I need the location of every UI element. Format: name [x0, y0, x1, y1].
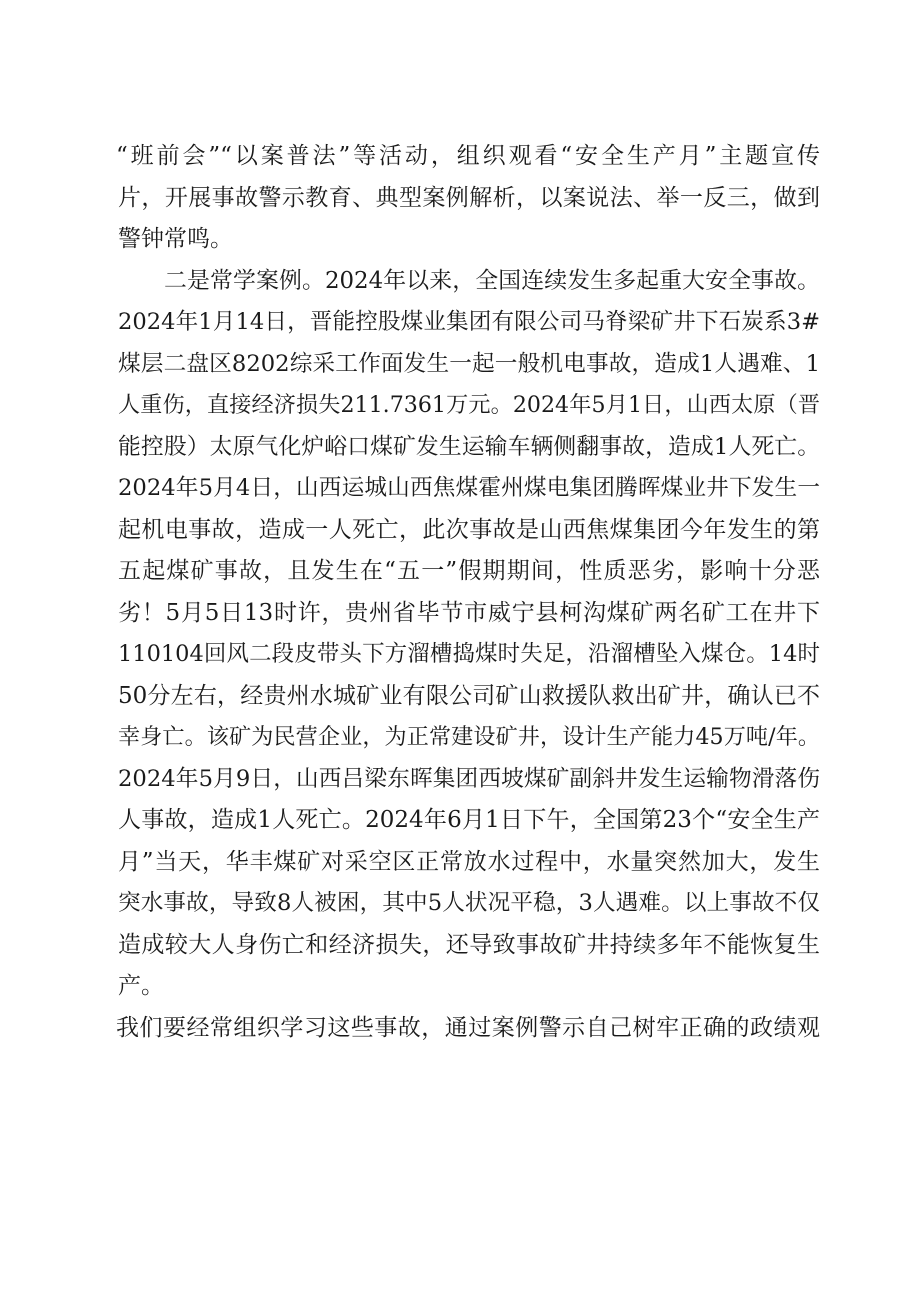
text-line: 片，开展事故警示教育、典型案例解析，以案说法、举一反三，做到: [118, 184, 820, 211]
text-line: 110104回风二段皮带头下方溜槽捣煤时失足，沿溜槽坠入煤仓。14时: [118, 641, 820, 667]
text-line: 人重伤，直接经济损失211.7361万元。2024年5月1日，山西太原（晋: [118, 392, 820, 418]
text-line: “班前会”“以案普法”等活动，组织观看“安全生产月”主题宣传: [116, 143, 820, 169]
paragraph-1: [118, 136, 820, 261]
paragraph-2: [118, 261, 820, 1008]
text-line: 2024年1月14日，晋能控股煤业集团有限公司马脊梁矿井下石炭系3#: [118, 309, 820, 335]
text-line: 50分左右，经贵州水城矿业有限公司矿山救援队救出矿井，确认已不: [118, 682, 820, 709]
text-line: 起机电事故，造成一人死亡，此次事故是山西焦煤集团今年发生的第: [118, 516, 820, 543]
text-line: 警钟常鸣。: [118, 226, 233, 252]
text-line: 我们要经常组织学习这些事故，通过案例警示自己树牢正确的政绩观: [116, 1014, 820, 1041]
text-line: 产。: [118, 973, 164, 999]
text-line: 突水事故，导致8人被困，其中5人状况平稳，3人遇难。以上事故不仅: [118, 890, 820, 916]
text-line: 幸身亡。该矿为民营企业，为正常建设矿井，设计生产能力45万吨/年。: [118, 724, 820, 750]
text-line: 五起煤矿事故，且发生在“五一”假期期间，性质恶劣，影响十分恶: [118, 558, 820, 584]
text-line: 造成较大人身伤亡和经济损失，还导致事故矿井持续多年不能恢复生: [118, 931, 820, 958]
text-line: 能控股）太原气化炉峪口煤矿发生运输车辆侧翻事故，造成1人死亡。: [118, 433, 820, 460]
text-line: 劣！5月5日13时许，贵州省毕节市威宁县柯沟煤矿两名矿工在井下: [118, 599, 820, 626]
text-line: 煤层二盘区8202综采工作面发生一起一般机电事故，造成1人遇难、1: [118, 350, 820, 377]
document-body: [118, 136, 820, 1049]
text-line: 人事故，造成1人死亡。2024年6月1日下午，全国第23个“安全生产: [118, 807, 820, 833]
text-line: 2024年5月9日，山西吕梁东晖集团西坡煤矿副斜井发生运输物滑落伤: [118, 765, 820, 792]
text-line: 月”当天，华丰煤矿对采空区正常放水过程中，水量突然加大，发生: [118, 848, 820, 875]
paragraph-3: [118, 1008, 820, 1050]
text-line: 2024年5月4日，山西运城山西焦煤霍州煤电集团腾晖煤业井下发生一: [118, 475, 820, 501]
text-line: 二是常学案例。2024年以来，全国连续发生多起重大安全事故。: [164, 267, 820, 294]
